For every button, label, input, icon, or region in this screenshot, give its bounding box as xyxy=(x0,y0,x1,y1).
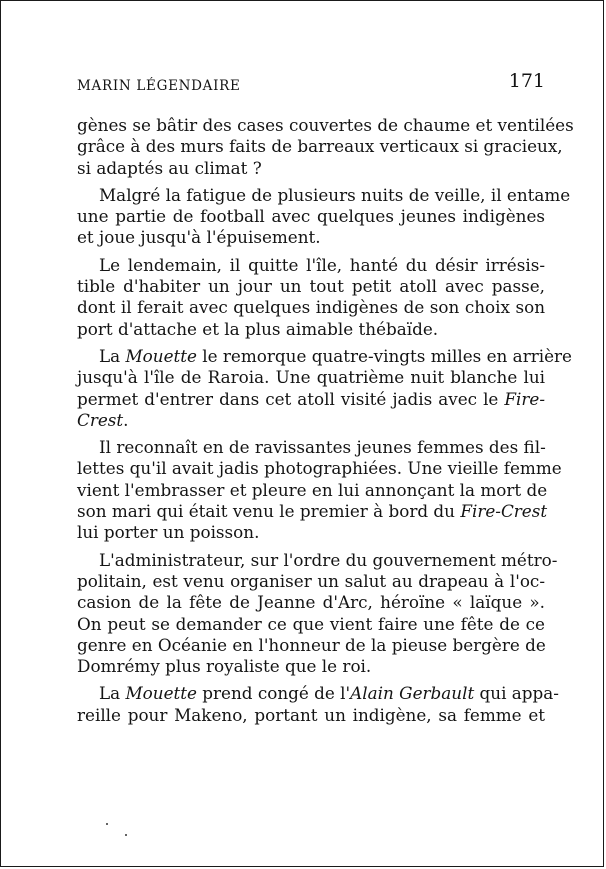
text-line xyxy=(77,319,545,340)
text-run: reille pour Makeno, portant un indigène, sa femme et xyxy=(77,704,545,725)
text-line xyxy=(77,635,545,656)
page-header xyxy=(77,70,545,96)
text-line xyxy=(77,592,545,613)
text-run: genre en Océanie en l'honneur de la pieuse bergère de xyxy=(77,634,546,655)
paragraph xyxy=(77,437,562,543)
text-run: tible d'habiter un jour un tout petit atoll avec passe, xyxy=(77,276,545,297)
text-run: casion de la fête de Jeanne d'Arc, héroïne « laïque ». xyxy=(77,592,545,613)
text-line xyxy=(77,549,558,571)
text-line xyxy=(77,184,571,206)
text-run: La xyxy=(99,683,126,704)
text-run: prend congé de l' xyxy=(196,683,351,704)
text-run: politain, est venu organiser un salut au drapeau à l'oc- xyxy=(77,570,545,591)
text-line xyxy=(77,276,545,297)
text-run: qui appa- xyxy=(474,683,559,704)
italic-title: Fire- xyxy=(504,388,545,409)
text-run: lettes qu'il avait jadis photographiées. Une vieille femme xyxy=(77,458,562,479)
text-run: L'administrateur, sur l'ordre du gouvernement métro- xyxy=(99,549,558,570)
text-run: grâce à des murs faits de barreaux verticaux si gracieux, xyxy=(77,136,563,157)
paragraph xyxy=(77,345,572,431)
text-line xyxy=(77,158,545,179)
text-line xyxy=(77,255,545,276)
scan-speck xyxy=(125,834,127,836)
text-run: Le lendemain, il quitte l'île, hanté du désir irrésis- xyxy=(99,254,545,275)
text-line xyxy=(77,522,545,543)
text-line xyxy=(77,656,545,677)
text-line xyxy=(77,571,545,592)
text-run: si adaptés au climat ? xyxy=(77,157,262,178)
italic-title: Mouette xyxy=(125,345,197,366)
text-run: Il reconnaît en de ravissantes jeunes femmes des fil- xyxy=(99,437,546,458)
text-line xyxy=(77,136,563,157)
text-line xyxy=(77,410,545,431)
text-line xyxy=(77,683,559,704)
text-run: vient l'embrasser et pleure en lui annonçant la mort de xyxy=(77,479,548,500)
text-run: On peut se demander ce que vient faire une fête de ce xyxy=(77,613,545,634)
paragraph xyxy=(77,683,559,726)
text-line xyxy=(77,501,548,522)
text-run: une partie de football avec quelques jeunes indigènes xyxy=(77,206,545,227)
italic-title: Crest xyxy=(77,409,124,430)
text-line xyxy=(77,437,545,458)
text-line xyxy=(77,389,545,410)
text-line xyxy=(77,458,562,479)
text-line xyxy=(77,479,548,501)
text-run: gènes se bâtir des cases couvertes de chaume et ventilées xyxy=(77,115,574,135)
text-line xyxy=(77,705,545,726)
text-run: son mari qui était venu le premier à bord du xyxy=(77,501,461,522)
text-run: le remorque quatre-vingts milles en arrière xyxy=(196,345,572,366)
text-run: jusqu'à l'île de Raroia. Une quatrième nuit blanche lui xyxy=(77,367,545,388)
text-run: Domrémy plus royaliste que le roi. xyxy=(77,656,372,677)
text-run: dont il ferait avec quelques indigènes de son choix son xyxy=(77,297,545,318)
text-run: permet d'entrer dans cet atoll visité jadis avec le xyxy=(77,388,505,409)
text-run: Malgré la fatigue de plusieurs nuits de veille, il entame xyxy=(99,184,571,205)
paragraph xyxy=(77,255,545,340)
running-head: MARIN LÉGENDAIRE xyxy=(77,78,241,94)
text-line xyxy=(77,115,574,136)
text-line xyxy=(77,227,545,248)
paragraph xyxy=(77,549,558,678)
paragraph xyxy=(77,115,574,179)
text-run: port d'attache et la plus aimable thébaïde. xyxy=(77,318,439,339)
text-line xyxy=(77,614,545,635)
page-number: 171 xyxy=(508,70,545,92)
body-text xyxy=(77,115,574,732)
text-line xyxy=(77,297,545,318)
scan-speck xyxy=(106,823,108,825)
text-run: lui porter un poisson. xyxy=(77,522,260,543)
text-line xyxy=(77,367,545,388)
italic-title: Fire-Crest xyxy=(460,501,548,522)
italic-title: Mouette xyxy=(125,683,197,704)
paragraph xyxy=(77,184,571,249)
italic-title: Alain Gerbault xyxy=(350,683,475,704)
text-run: et joue jusqu'à l'épuisement. xyxy=(77,227,321,248)
text-line xyxy=(77,206,545,227)
text-run: . xyxy=(123,409,129,430)
text-run: La xyxy=(99,345,126,366)
text-line xyxy=(77,345,572,367)
